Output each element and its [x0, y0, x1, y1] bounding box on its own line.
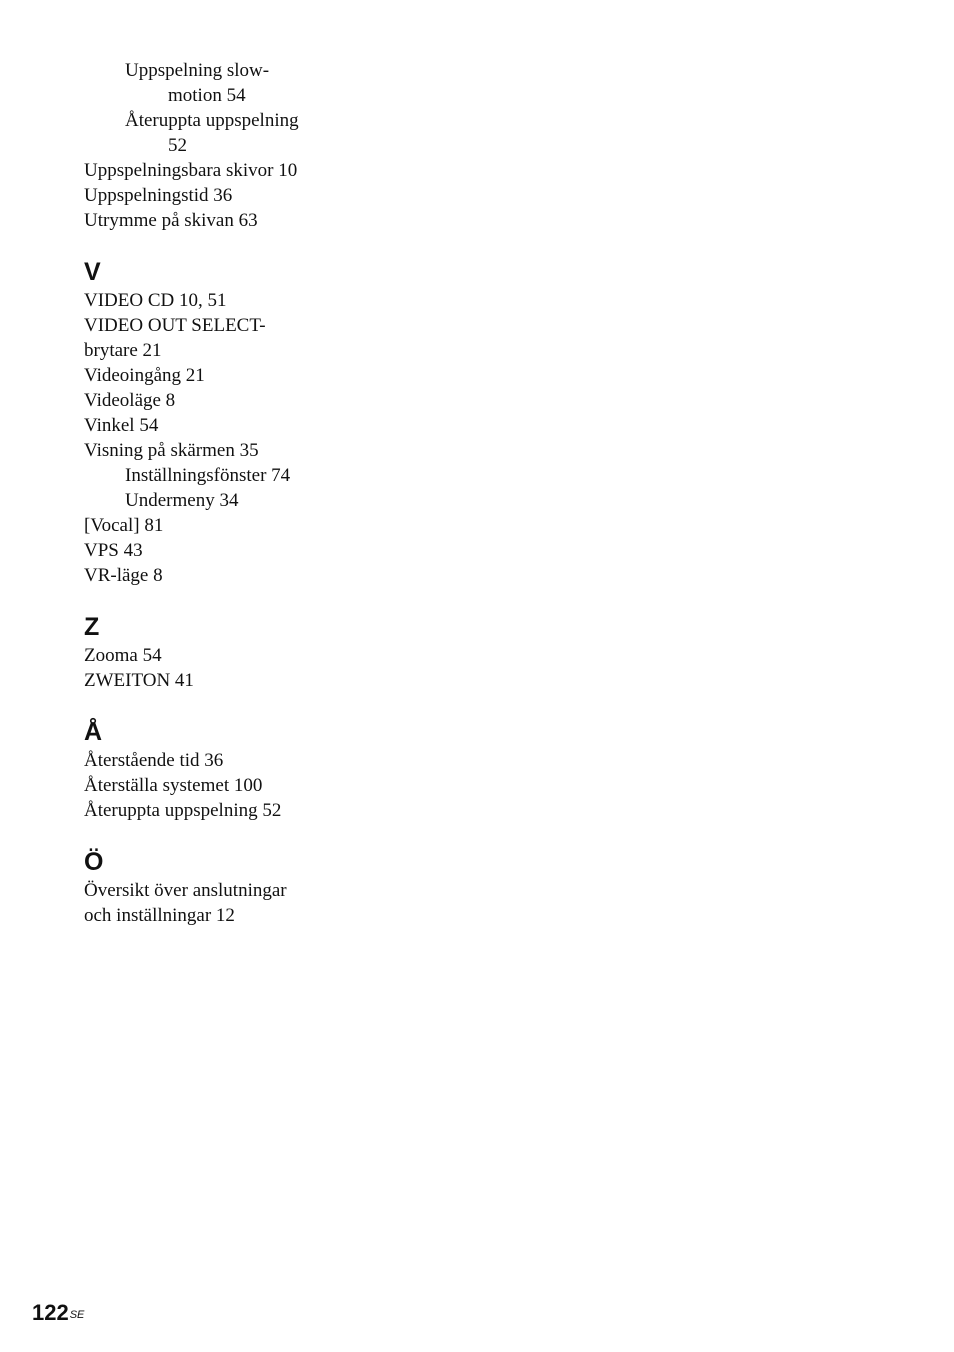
index-entry: Zooma 54	[84, 645, 162, 666]
index-entry: Återställa systemet 100	[84, 775, 263, 796]
index-entry: VIDEO CD 10, 51	[84, 290, 227, 311]
index-entry: VIDEO OUT SELECT-	[84, 315, 266, 336]
index-entry: Uppspelningsbara skivor 10	[84, 160, 298, 181]
index-entry: Undermeny 34	[125, 490, 239, 511]
index-entry: [Vocal] 81	[84, 515, 164, 536]
page-number	[32, 1300, 84, 1326]
section-heading: Z	[84, 613, 100, 641]
page-number-value: 122	[32, 1300, 69, 1325]
index-entry: Återuppta uppspelning 52	[84, 800, 282, 821]
index-entry: och inställningar 12	[84, 905, 235, 926]
index-entry: ZWEITON 41	[84, 670, 194, 691]
index-entry: Visning på skärmen 35	[84, 440, 259, 461]
index-entry: Utrymme på skivan 63	[84, 210, 258, 231]
section-heading: V	[84, 258, 101, 286]
index-entry: Inställningsfönster 74	[125, 465, 291, 486]
index-entry: Översikt över anslutningar	[84, 880, 287, 901]
index-entry: Uppspelning slow-	[125, 60, 270, 81]
index-entry: Återuppta uppspelning	[125, 110, 299, 131]
section-heading: Å	[84, 718, 103, 746]
index-entry: Återstående tid 36	[84, 750, 224, 771]
index-entry: brytare 21	[84, 340, 162, 361]
index-entry: VPS 43	[84, 540, 143, 561]
index-entry: 52	[168, 135, 187, 156]
index-entry: Uppspelningstid 36	[84, 185, 233, 206]
index-entry: Videoläge 8	[84, 390, 176, 411]
index-column	[84, 58, 384, 928]
index-entry: motion 54	[168, 85, 246, 106]
section-heading: Ö	[84, 848, 104, 876]
index-entry: Vinkel 54	[84, 415, 159, 436]
index-entry: VR-läge 8	[84, 565, 163, 586]
index-entry: Videoingång 21	[84, 365, 205, 386]
page-language-suffix: SE	[69, 1309, 85, 1321]
